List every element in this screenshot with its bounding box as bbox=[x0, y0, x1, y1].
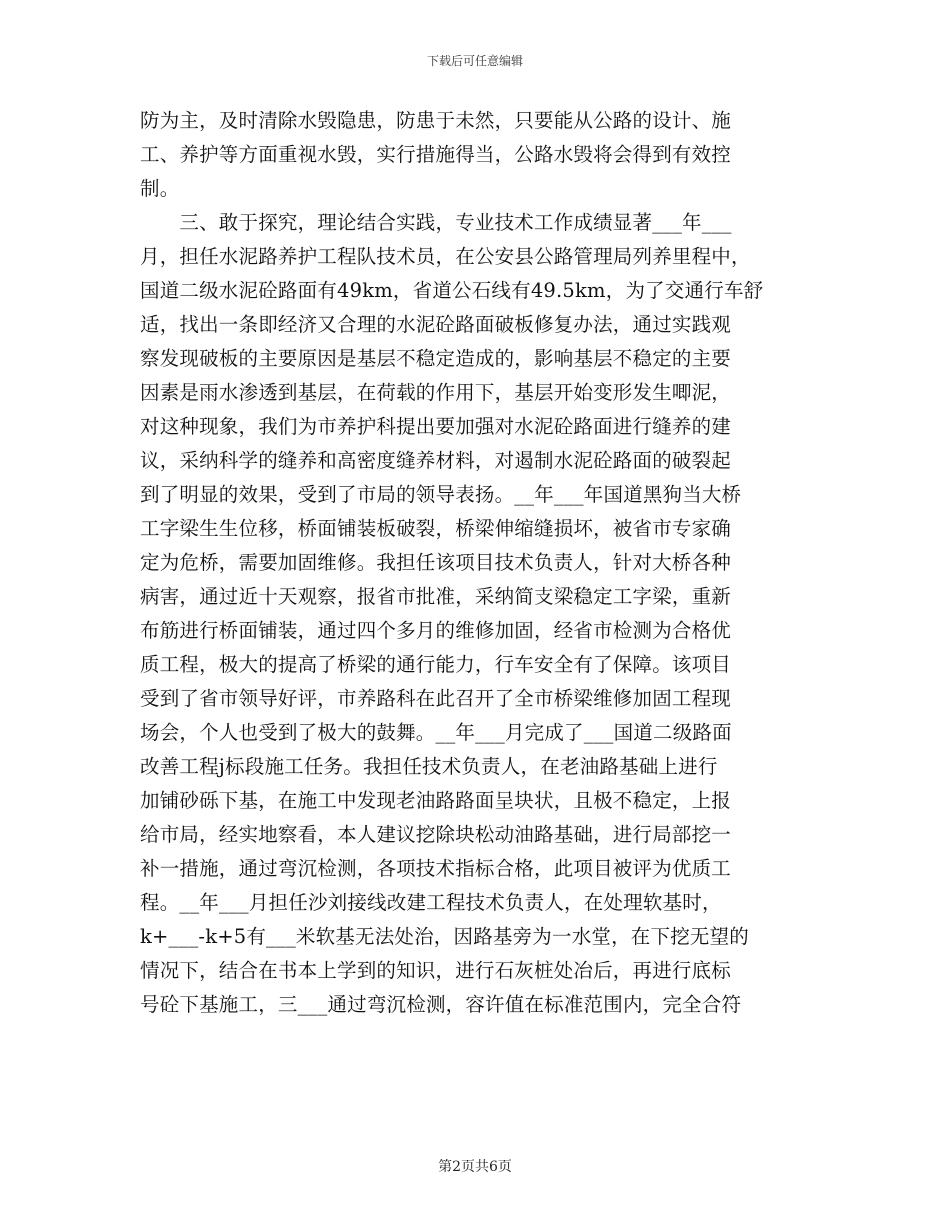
text-line: 质工程，极大的提高了桥梁的通行能力，行车安全有了保障。该项目 bbox=[140, 653, 732, 676]
text-line: 适，找出一条即经济又合理的水泥砼路面破板修复办法，通过实践观 bbox=[140, 313, 732, 336]
text-line: 场会，个人也受到了极大的鼓舞。__年___月完成了___国道二级路面 bbox=[140, 721, 732, 744]
document-body bbox=[140, 104, 820, 1022]
text-line: 号砼下基施工，三___通过弯沉检测，容许值在标准范围内，完全合符 bbox=[140, 993, 742, 1016]
text-line: k+___-k+5有___米软基无法处治，因路基旁为一水堂，在下挖无望的 bbox=[140, 925, 750, 948]
text-line: 因素是雨水渗透到基层，在荷载的作用下，基层开始变形发生唧泥， bbox=[140, 381, 732, 404]
text-line: 补一措施，通过弯沉检测，各项技术指标合格，此项目被评为优质工 bbox=[140, 857, 732, 880]
text-line: 到了明显的效果，受到了市局的领导表扬。__年___年国道黑狗当大桥 bbox=[140, 483, 742, 506]
text-line: 加铺砂砾下基，在施工中发现老油路路面呈块状，且极不稳定，上报 bbox=[140, 789, 732, 812]
text-line: 察发现破板的主要原因是基层不稳定造成的，影响基层不稳定的主要 bbox=[140, 347, 732, 370]
text-line: 防为主，及时清除水毁隐患，防患于未然，只要能从公路的设计、施 bbox=[140, 109, 732, 132]
page-footer: 第2页共6页 bbox=[438, 1159, 512, 1175]
text-line: 三、敢于探究，理论结合实践，专业技术工作成绩显著___年___ bbox=[140, 211, 732, 234]
text-line: 议，采纳科学的缝养和高密度缝养材料，对遏制水泥砼路面的破裂起 bbox=[140, 449, 732, 472]
text-line: 工、养护等方面重视水毁，实行措施得当，公路水毁将会得到有效控 bbox=[140, 143, 732, 166]
text-line: 布筋进行桥面铺装，通过四个多月的维修加固，经省市检测为合格优 bbox=[140, 619, 732, 642]
text-line: 病害，通过近十天观察，报省市批准，采纳简支梁稳定工字梁，重新 bbox=[140, 585, 732, 608]
text-line: 程。__年___月担任沙刘接线改建工程技术负责人，在处理软基时， bbox=[140, 891, 722, 914]
text-line: 工字梁生生位移，桥面铺装板破裂，桥梁伸缩缝损坏，被省市专家确 bbox=[140, 517, 732, 540]
text-line: 给市局，经实地察看，本人建议挖除块松动油路基础，进行局部挖一 bbox=[140, 823, 732, 846]
text-line: 情况下，结合在书本上学到的知识，进行石灰桩处冶后，再进行底标 bbox=[140, 959, 732, 982]
text-line: 改善工程j标段施工任务。我担任技术负责人，在老油路基础上进行 bbox=[140, 755, 718, 778]
text-line: 月，担任水泥路养护工程队技术员，在公安县公路管理局列养里程中， bbox=[140, 245, 751, 268]
text-line: 对这种现象，我们为市养护科提出要加强对水泥砼路面进行缝养的建 bbox=[140, 415, 732, 438]
text-line: 定为危桥，需要加固维修。我担任该项目技术负责人，针对大桥各种 bbox=[140, 551, 732, 574]
text-line: 受到了省市领导好评，市养路科在此召开了全市桥梁维修加固工程现 bbox=[140, 687, 732, 710]
text-line: 制。 bbox=[140, 177, 180, 200]
page-header: 下载后可任意编辑 bbox=[426, 54, 523, 68]
text-line: 国道二级水泥砼路面有49km，省道公石线有49.5km，为了交通行车舒 bbox=[140, 279, 764, 302]
